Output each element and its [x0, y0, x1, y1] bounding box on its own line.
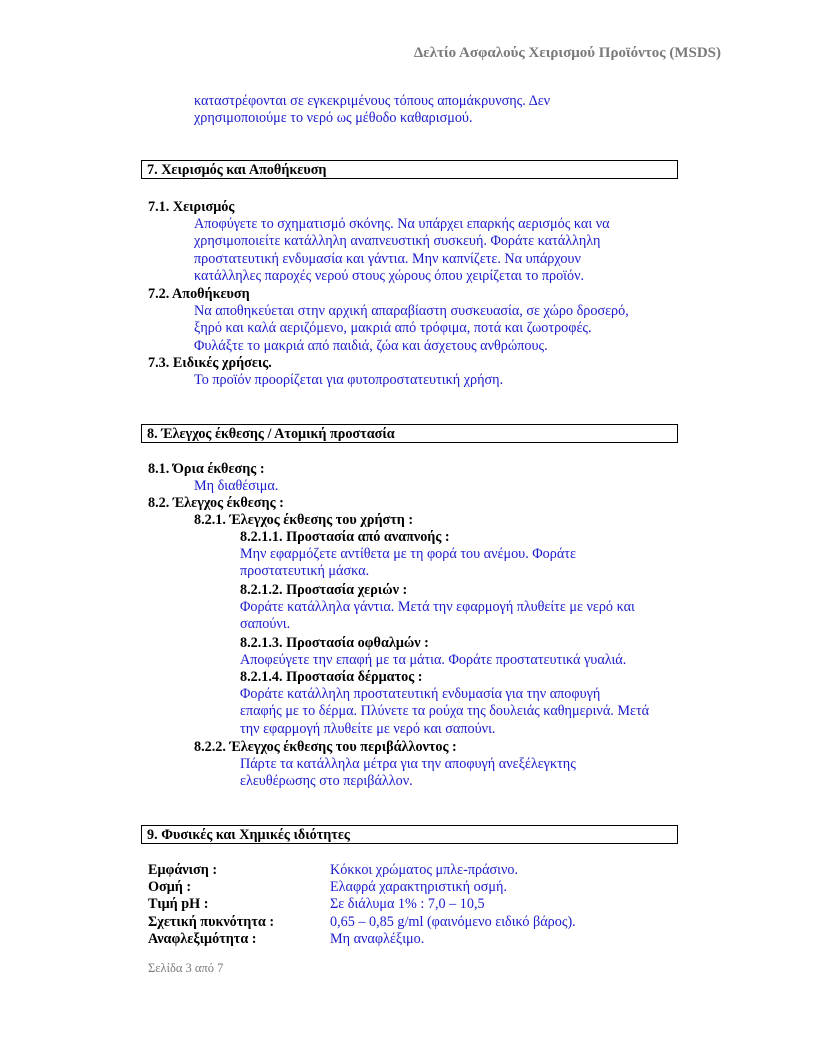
property-label: Αναφλεξιμότητα : — [148, 931, 257, 947]
section-9-title: 9. Φυσικές και Χημικές ιδιότητες — [141, 825, 678, 844]
text-line: Το προϊόν προορίζεται για φυτοπροστατευτική χρήση. — [194, 372, 504, 388]
document-header: Δελτίο Ασφαλούς Χειρισμού Προϊόντος (MSDS) — [413, 45, 721, 61]
subsection-8-2-2-title: 8.2.2. Έλεγχος έκθεσης του περιβάλλοντος : — [194, 739, 457, 755]
subsection-7-2-text — [194, 303, 629, 355]
property-value: Μη αναφλέξιμο. — [330, 931, 425, 947]
subsection-8-2-1-3-title: 8.2.1.3. Προστασία οφθαλμών : — [240, 635, 429, 651]
section-7-title: 7. Χειρισμός και Αποθήκευση — [141, 160, 678, 179]
text-line: Φοράτε κατάλληλη προστατευτική ενδυμασία για την αποφυγή — [240, 686, 601, 702]
text-line: Φοράτε κατάλληλα γάντια. Μετά την εφαρμογή πλυθείτε με νερό και — [240, 599, 635, 615]
text-line: σαπούνι. — [240, 616, 291, 633]
intro-text — [194, 93, 550, 128]
subsection-8-2-1-3-text — [240, 652, 626, 669]
property-label: Σχετική πυκνότητα : — [148, 914, 275, 930]
property-value: Κόκκοι χρώματος μπλε-πράσινο. — [330, 862, 519, 878]
text-line: Αποφεύγετε την επαφή με τα μάτια. Φοράτε προστατευτικά γυαλιά. — [240, 652, 627, 668]
subsection-8-2-1-2-title: 8.2.1.2. Προστασία χεριών : — [240, 582, 408, 598]
text-line: Φυλάξτε το μακριά από παιδιά, ζώα και άσχετους ανθρώπους. — [194, 337, 548, 354]
text-line: κατάλληλες παροχές νερού στους χώρους όπου χειρίζεται το προϊόν. — [194, 268, 585, 285]
page-number: Σελίδα 3 από 7 — [148, 961, 224, 975]
subsection-8-2-1-2-text — [240, 599, 635, 634]
subsection-8-2-1-4-title: 8.2.1.4. Προστασία δέρματος : — [240, 669, 423, 685]
text-line: Αποφύγετε το σχηματισμό σκόνης. Να υπάρχει επαρκής αερισμός και να — [194, 216, 610, 232]
property-value: 0,65 – 0,85 g/ml (φαινόμενο ειδικό βάρος). — [330, 914, 576, 930]
subsection-8-2-1-1-title: 8.2.1.1. Προστασία από αναπνοής : — [240, 529, 450, 545]
property-value: Ελαφρά χαρακτηριστική οσμή. — [330, 879, 507, 895]
text-line: Πάρτε τα κατάλληλα μέτρα για την αποφυγή ανεξέλεγκτης — [240, 756, 576, 772]
property-value: Σε διάλυμα 1% : 7,0 – 10,5 — [330, 896, 485, 912]
subsection-8-2-2-text — [240, 756, 576, 791]
text-line: προστατευτική μάσκα. — [240, 563, 370, 580]
text-line: την εφαρμογή πλυθείτε με νερό και σαπούνι. — [240, 720, 496, 737]
subsection-7-3-title: 7.3. Ειδικές χρήσεις. — [148, 355, 272, 371]
section-8-title: 8. Έλεγχος έκθεσης / Ατομική προστασία — [141, 424, 678, 443]
text-line: Μην εφαρμόζετε αντίθετα με τη φορά του ανέμου. Φοράτε — [240, 546, 576, 562]
subsection-8-2-1-4-text — [240, 686, 649, 738]
subsection-8-1-title: 8.1. Όρια έκθεσης : — [148, 461, 265, 477]
subsection-8-2-1-title: 8.2.1. Έλεγχος έκθεσης του χρήστη : — [194, 512, 414, 528]
property-label: Οσμή : — [148, 879, 192, 895]
subsection-8-2-1-1-text — [240, 546, 576, 581]
text-line: χρησιμοποιείτε κατάλληλη αναπνευστική συσκευή. Φοράτε κατάλληλη — [194, 233, 601, 250]
text-line: Να αποθηκεύεται στην αρχική απαραβίαστη συσκευασία, σε χώρο δροσερό, — [194, 303, 629, 319]
subsection-8-2-title: 8.2. Έλεγχος έκθεσης : — [148, 495, 284, 511]
text-line: προστατευτική ενδυμασία και γάντια. Μην καπνίζετε. Να υπάρχουν — [194, 250, 581, 267]
text-line: χρησιμοποιούμε το νερό ως μέθοδο καθαρισμού. — [194, 110, 473, 127]
subsection-7-2-title: 7.2. Αποθήκευση — [148, 286, 250, 302]
subsection-7-1-text — [194, 216, 610, 286]
text-line: καταστρέφονται σε εγκεκριμένους τόπους απομάκρυνσης. Δεν — [194, 93, 551, 109]
property-label: Εμφάνιση : — [148, 862, 218, 878]
text-line: ξηρό και καλά αεριζόμενο, μακριά από τρόφιμα, ποτά και ζωοτροφές. — [194, 320, 592, 337]
text-line: ελευθέρωσης στο περιβάλλον. — [240, 773, 413, 790]
property-label: Τιμή pH : — [148, 896, 209, 912]
text-line: επαφής με το δέρμα. Πλύνετε τα ρούχα της δουλειάς καθημερινά. Μετά — [240, 703, 650, 720]
subsection-8-1-text: Μη διαθέσιμα. — [194, 478, 279, 494]
subsection-7-3-text — [194, 372, 503, 389]
subsection-7-1-title: 7.1. Χειρισμός — [148, 199, 235, 215]
